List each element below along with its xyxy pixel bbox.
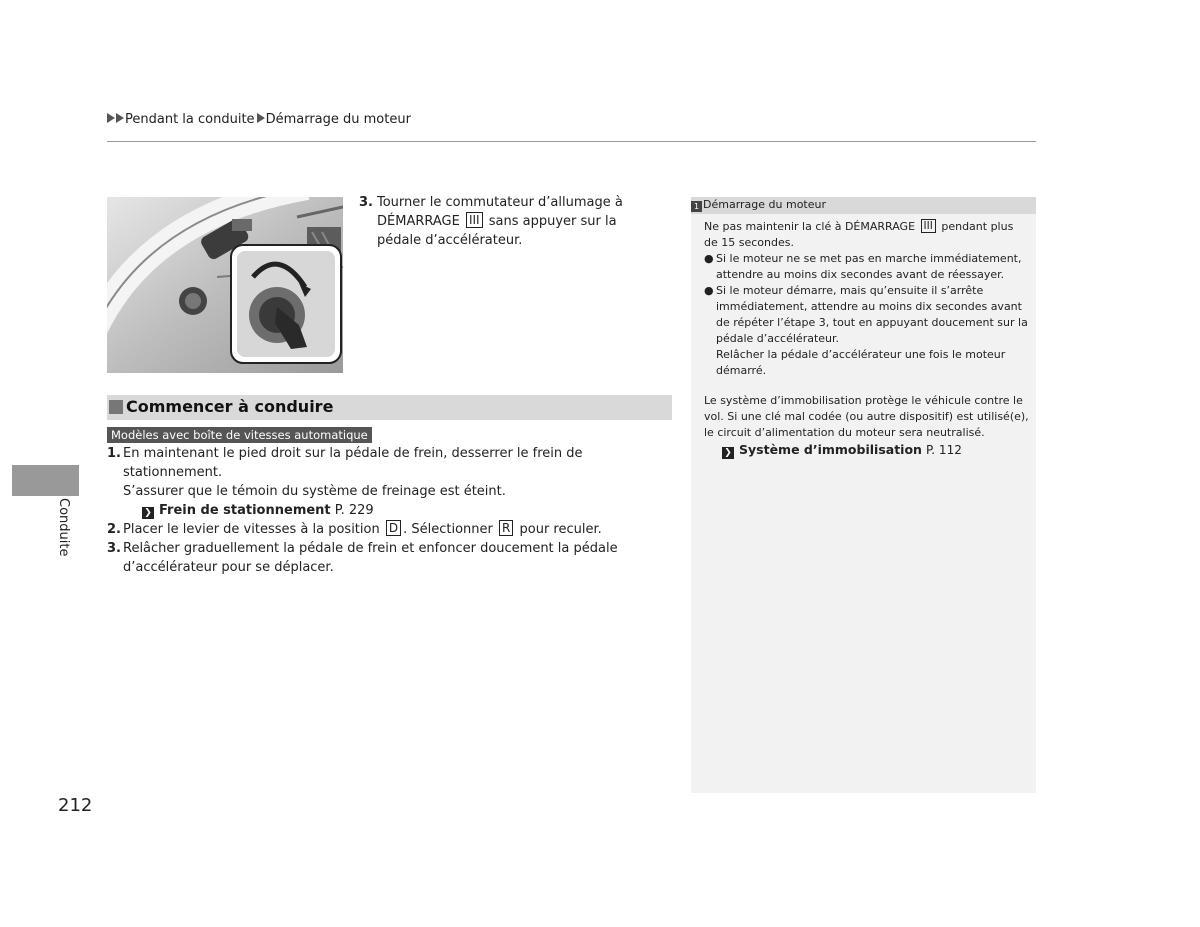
driving-steps: [107, 444, 682, 577]
side-text: Si le moteur démarre, mais qu’ensuite il s’arrête immédiatement, attendre au moins dix secondes avant de répéter l’étape 3, tout en appuyant doucement sur la pédale d’accélérateur.: [716, 284, 1028, 345]
section-title: Commencer à conduire: [126, 397, 334, 416]
step-text: pour reculer.: [519, 522, 602, 537]
position-III-key: III: [466, 212, 483, 228]
list-item: [704, 251, 1029, 283]
step-text: Tourner le commutateur d’allumage à DÉMARRAGE: [377, 195, 623, 229]
breadcrumb: [107, 112, 411, 127]
ignition-key-illustration: [107, 197, 343, 373]
list-item: [704, 283, 1029, 347]
side-text: Ne pas maintenir la clé à DÉMARRAGE: [704, 220, 916, 233]
side-paragraph: [704, 219, 1029, 251]
step-text: . Sélectionner: [403, 522, 493, 537]
breadcrumb-arrow-icon: [116, 113, 124, 123]
side-text: Le système d’immobilisation protège le véhicule contre le vol. Si une clé mal codée (ou autre dispositif) est utilisé(e), le circuit d’alimentation du moteur sera neutralisé.: [704, 394, 1029, 439]
step-text: Relâcher graduellement la pédale de frein et enfoncer doucement la pédale d’accélérateur pour se déplacer.: [123, 541, 618, 575]
chapter-tab-marker: [12, 465, 79, 496]
breadcrumb-item-2[interactable]: Démarrage du moteur: [265, 112, 411, 127]
breadcrumb-arrow-icon: [107, 113, 115, 123]
position-D-key: D: [386, 520, 401, 536]
step-number: 1.: [107, 446, 121, 461]
model-tag: Modèles avec boîte de vitesses automatique: [107, 427, 372, 443]
side-note-title: Démarrage du moteur: [703, 198, 827, 211]
ref-page: P. 229: [334, 503, 374, 518]
parking-brake-ref[interactable]: [107, 501, 682, 520]
list-item: [107, 539, 682, 577]
breadcrumb-item-1[interactable]: Pendant la conduite: [125, 112, 255, 127]
list-item: [107, 444, 682, 501]
side-text: Relâcher la pédale d’accélérateur une fois le moteur démarré.: [716, 348, 1006, 377]
reference-arrow-icon: ❯: [722, 447, 734, 459]
step-text: sans appuyer sur la pédale d’accélérateur.: [377, 214, 617, 248]
note-marker-icon: 1: [691, 201, 702, 212]
step-number: 2.: [107, 522, 121, 537]
reference-arrow-icon: ❯: [142, 507, 154, 519]
position-R-key: R: [499, 520, 513, 536]
side-text: Si le moteur ne se met pas en marche immédiatement, attendre au moins dix secondes avant de réessayer.: [716, 252, 1022, 281]
header-divider: [107, 141, 1036, 142]
list-item: [107, 520, 682, 539]
bullet-icon: ●: [704, 252, 714, 265]
immobilizer-ref[interactable]: [704, 442, 1029, 459]
chapter-tab-label[interactable]: Conduite: [56, 498, 71, 557]
section-heading: [107, 395, 672, 420]
page-number: 212: [58, 795, 93, 816]
position-III-key: III: [921, 219, 936, 233]
section-square-icon: [109, 400, 123, 414]
ref-label: Frein de stationnement: [159, 503, 331, 518]
step-number: 3.: [359, 195, 373, 210]
ref-label: Système d’immobilisation: [739, 442, 922, 457]
side-note-body: [704, 219, 1029, 459]
bullet-icon: ●: [704, 284, 714, 297]
ignition-step-3: [359, 193, 659, 250]
ref-page: P. 112: [925, 443, 962, 457]
step-text: En maintenant le pied droit sur la pédale de frein, desserrer le frein de stationnement.: [123, 446, 583, 480]
step-text: S’assurer que le témoin du système de freinage est éteint.: [123, 484, 506, 499]
side-text: pendant plus de 15 secondes.: [704, 220, 1014, 249]
side-note: [691, 197, 1036, 793]
side-note-header: [691, 197, 1036, 214]
step-number: 3.: [107, 541, 121, 556]
step-text: Placer le levier de vitesses à la position: [123, 522, 380, 537]
breadcrumb-arrow-icon: [257, 113, 265, 123]
